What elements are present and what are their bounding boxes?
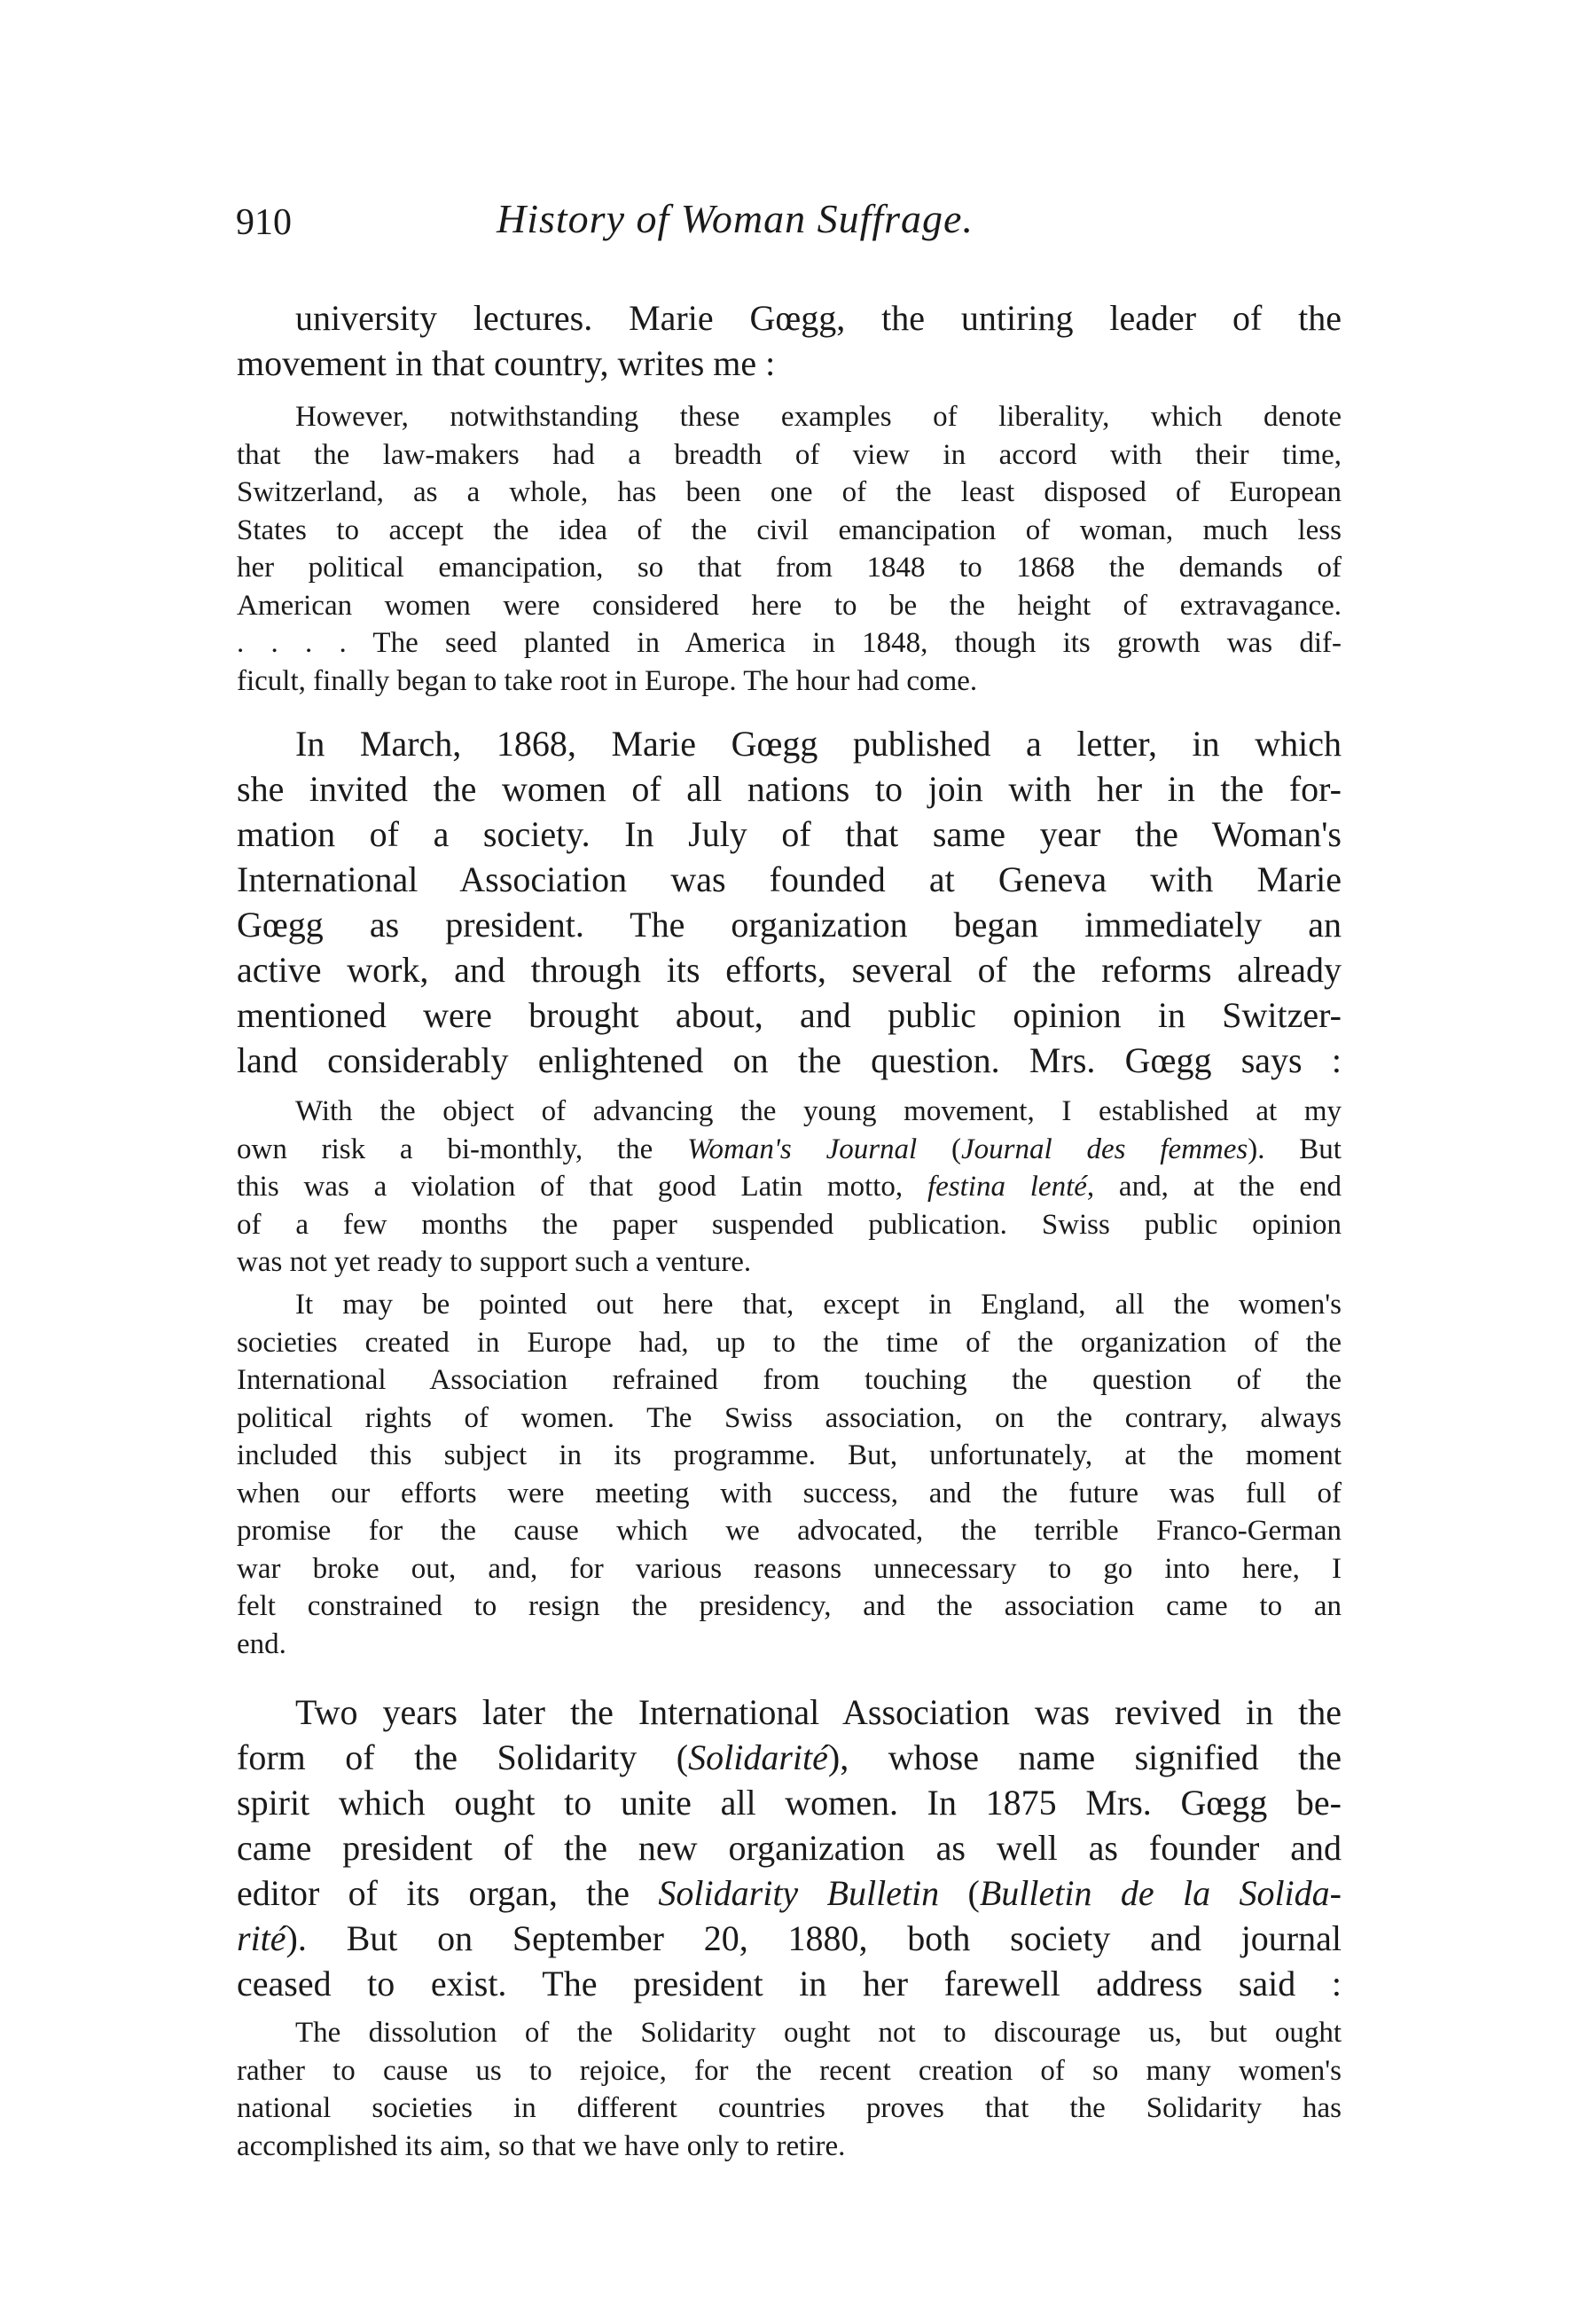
- text-segment: . . . . The seed planted in America in 1848, though its growth was dif-: [237, 627, 1342, 659]
- quote-farewell-address: [237, 2014, 1342, 2165]
- text-segment: (: [917, 1133, 962, 1165]
- text-segment: , and, at the end: [1086, 1171, 1342, 1203]
- text-segment: accomplished its aim, so that we have only to retire.: [237, 2129, 846, 2162]
- text-segment: mation of a society. In July of that same year the Woman's: [237, 814, 1342, 854]
- text-line: [237, 721, 1342, 766]
- text-line: [237, 812, 1342, 857]
- text-segment: (: [939, 1873, 980, 1913]
- text-segment: societies created in Europe had, up to the time of the organization of the: [237, 1326, 1342, 1359]
- running-title: History of Woman Suffrage.: [497, 196, 974, 241]
- text-line: [237, 1626, 1342, 1664]
- paragraph-continuation: [237, 295, 1342, 386]
- text-segment: ceased to exist. The president in her farewell address said :: [237, 1964, 1342, 2003]
- text-line: [237, 1512, 1342, 1550]
- page-number: 910: [236, 202, 292, 243]
- text-line: [237, 1588, 1342, 1626]
- text-line: [237, 1475, 1342, 1513]
- text-line: [237, 624, 1342, 663]
- text-line: [237, 295, 1342, 341]
- text-segment: movement in that country, writes me :: [237, 343, 776, 383]
- text-segment: rather to cause us to rejoice, for the recent creation of so many women's: [237, 2054, 1342, 2087]
- text-segment: came president of the new organization as well as founder and: [237, 1828, 1342, 1868]
- text-segment: It may be pointed out here that, except in England, all the women's: [295, 1289, 1342, 1321]
- text-segment: Gœgg as president. The organization began immediately an: [237, 905, 1342, 945]
- text-line: [237, 766, 1342, 812]
- text-segment: university lectures. Marie Gœgg, the untiring leader of the: [295, 298, 1342, 338]
- text-line: [237, 1400, 1342, 1438]
- text-segment: land considerably enlightened on the question. Mrs. Gœgg says :: [237, 1040, 1342, 1080]
- text-line: [237, 1735, 1342, 1780]
- text-line: [237, 1324, 1342, 1362]
- text-segment: was not yet ready to support such a venture.: [237, 1246, 752, 1278]
- text-line: [237, 1206, 1342, 1244]
- text-line: [237, 474, 1342, 512]
- text-line: [237, 587, 1342, 625]
- text-line: [237, 2090, 1342, 2128]
- text-line: [237, 2052, 1342, 2090]
- text-segment: this was a violation of that good Latin motto,: [237, 1171, 927, 1203]
- text-line: [237, 1038, 1342, 1083]
- italic-title-text: Journal des femmes: [961, 1133, 1248, 1165]
- paragraph-march-1868: [237, 721, 1342, 1083]
- quote-international-association: [237, 1286, 1342, 1663]
- text-line: [237, 1168, 1342, 1206]
- text-segment: mentioned were brought about, and public opinion in Switzer-: [237, 995, 1342, 1035]
- text-segment: felt constrained to resign the presidency, and the association came to an: [237, 1590, 1342, 1622]
- text-line: [237, 902, 1342, 947]
- text-segment: Switzerland, as a whole, has been one of the least disposed of European: [237, 476, 1342, 508]
- text-segment: ), whose name signified the: [827, 1737, 1342, 1777]
- text-line: [237, 1131, 1342, 1169]
- text-segment: spirit which ought to unite all women. In 1875 Mrs. Gœgg be-: [237, 1783, 1342, 1823]
- text-line: [237, 398, 1342, 436]
- italic-title-text: festina lenté: [927, 1171, 1087, 1203]
- text-segment: promise for the cause which we advocated, the terrible Franco-German: [237, 1515, 1342, 1547]
- text-line: [237, 1690, 1342, 1735]
- italic-title-text: Solidarité: [688, 1737, 828, 1777]
- text-segment: own risk a bi-monthly, the: [237, 1133, 688, 1165]
- text-segment: when our efforts were meeting with success, and the future was full of: [237, 1477, 1342, 1509]
- text-segment: included this subject in its programme. But, unfortunately, at the moment: [237, 1439, 1342, 1471]
- text-segment: ficult, finally began to take root in Europe. The hour had come.: [237, 664, 978, 697]
- text-segment: she invited the women of all nations to join with her in the for-: [237, 769, 1342, 809]
- text-segment: form of the Solidarity (: [237, 1737, 689, 1777]
- text-line: [237, 1243, 1342, 1282]
- text-segment: With the object of advancing the young movement, I established at my: [295, 1095, 1342, 1127]
- text-segment: International Association refrained from touching the question of the: [237, 1364, 1342, 1396]
- text-segment: American women were considered here to be the height of extravagance.: [237, 589, 1342, 622]
- text-segment: Two years later the International Association was revived in the: [295, 1692, 1342, 1732]
- italic-title-text: Solidarity Bulletin: [658, 1873, 940, 1913]
- text-line: [237, 1870, 1342, 1916]
- text-line: [237, 1825, 1342, 1870]
- text-segment: ). But: [1248, 1133, 1342, 1165]
- text-line: [237, 436, 1342, 474]
- text-segment: end.: [237, 1627, 286, 1660]
- text-segment: political rights of women. The Swiss association, on the contrary, always: [237, 1401, 1342, 1434]
- text-segment: national societies in different countries proves that the Solidarity has: [237, 2092, 1342, 2124]
- text-segment: editor of its organ, the: [237, 1873, 659, 1913]
- text-line: [237, 1286, 1342, 1324]
- text-line: [237, 1437, 1342, 1475]
- text-segment: States to accept the idea of the civil emancipation of woman, much less: [237, 514, 1342, 546]
- text-segment: However, notwithstanding these examples of liberality, which denote: [295, 401, 1342, 433]
- text-line: [237, 1550, 1342, 1588]
- text-segment: war broke out, and, for various reasons unnecessary to go into here, I: [237, 1552, 1342, 1585]
- text-line: [237, 2128, 1342, 2166]
- text-line: [237, 1093, 1342, 1131]
- text-line: [237, 1961, 1342, 2006]
- italic-title-text: Woman's Journal: [687, 1133, 918, 1165]
- text-line: [237, 512, 1342, 550]
- text-segment: active work, and through its efforts, several of the reforms already: [237, 950, 1342, 990]
- text-line: [237, 857, 1342, 902]
- paragraph-solidarity: [237, 1690, 1342, 2006]
- text-segment: The dissolution of the Solidarity ought not to discourage us, but ought: [295, 2017, 1342, 2049]
- text-line: [237, 549, 1342, 587]
- text-segment: In March, 1868, Marie Gœgg published a letter, in which: [295, 724, 1342, 764]
- text-line: [237, 2014, 1342, 2052]
- text-segment: International Association was founded at Geneva with Marie: [237, 859, 1342, 899]
- text-segment: her political emancipation, so that from 1848 to 1868 the demands of: [237, 552, 1342, 584]
- quote-goegg-switzerland: [237, 398, 1342, 700]
- text-line: [237, 663, 1342, 701]
- italic-title-text: Bulletin de la Solida-: [979, 1873, 1342, 1913]
- text-segment: ). But on September 20, 1880, both society and journal: [286, 1918, 1342, 1958]
- text-line: [237, 1916, 1342, 1961]
- text-segment: that the law-makers had a breadth of view in accord with their time,: [237, 438, 1342, 471]
- text-segment: of a few months the paper suspended publication. Swiss public opinion: [237, 1208, 1342, 1241]
- quote-womans-journal: [237, 1093, 1342, 1282]
- text-line: [237, 1361, 1342, 1400]
- italic-title-text: rité: [237, 1918, 286, 1958]
- text-line: [237, 947, 1342, 992]
- text-line: [237, 992, 1342, 1038]
- text-line: [237, 341, 1342, 386]
- text-line: [237, 1780, 1342, 1825]
